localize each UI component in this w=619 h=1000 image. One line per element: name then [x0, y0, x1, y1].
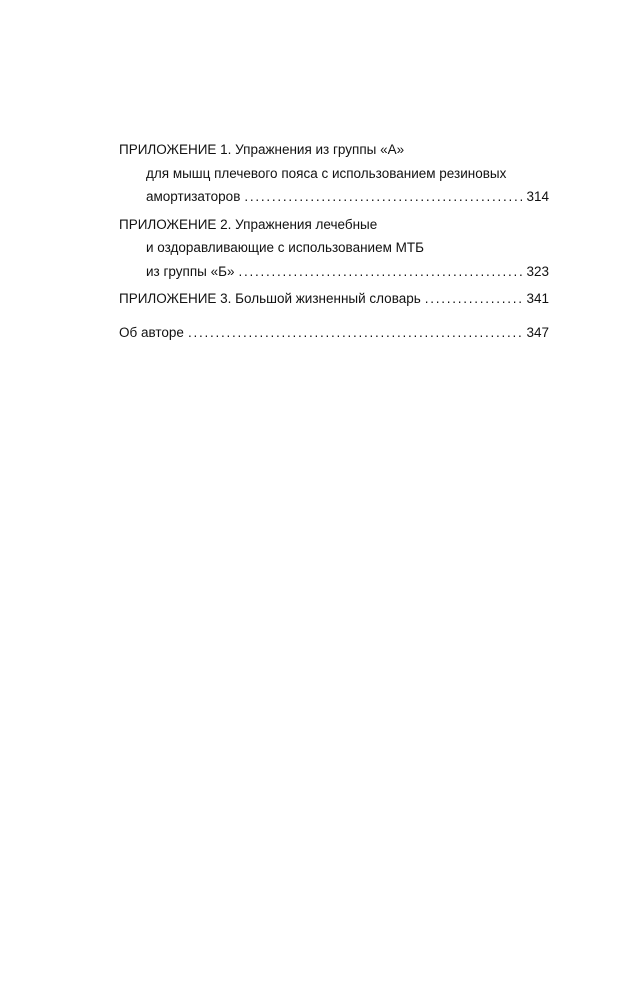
table-of-contents — [119, 138, 549, 348]
page-number: 341 — [526, 291, 549, 306]
toc-entry-title-continuation: и оздоравливающие с использованием МТБ — [146, 240, 424, 255]
dot-leader — [188, 321, 525, 345]
page-number: 347 — [526, 324, 549, 340]
toc-entry-last-line — [119, 321, 549, 345]
dot-leader — [425, 287, 525, 311]
toc-entry-title: Об авторе — [119, 324, 184, 340]
dot-leader — [238, 260, 524, 284]
toc-entry-last-line — [119, 260, 549, 284]
toc-entry-about-author — [119, 321, 549, 345]
toc-entry-last-line — [119, 185, 549, 209]
toc-entry-title-continuation: для мышц плечевого пояса с использованием резиновых — [146, 165, 507, 181]
dot-leader — [244, 185, 524, 209]
toc-entry-appendix-3 — [119, 287, 549, 311]
toc-entry-title-end: амортизаторов — [146, 189, 241, 204]
page-number: 314 — [526, 189, 549, 204]
toc-entry-title: ПРИЛОЖЕНИЕ 1. Упражнения из группы «А» — [119, 142, 405, 157]
toc-entry-title: ПРИЛОЖЕНИЕ 3. Большой жизненный словарь — [119, 291, 421, 306]
toc-entry-appendix-2 — [119, 213, 549, 284]
toc-entry-appendix-1 — [119, 138, 549, 209]
toc-entry-last-line — [119, 287, 549, 311]
toc-entry-title-end: из группы «Б» — [146, 263, 235, 279]
page-number: 323 — [526, 263, 549, 279]
toc-entry-title: ПРИЛОЖЕНИЕ 2. Упражнения лечебные — [119, 216, 378, 232]
